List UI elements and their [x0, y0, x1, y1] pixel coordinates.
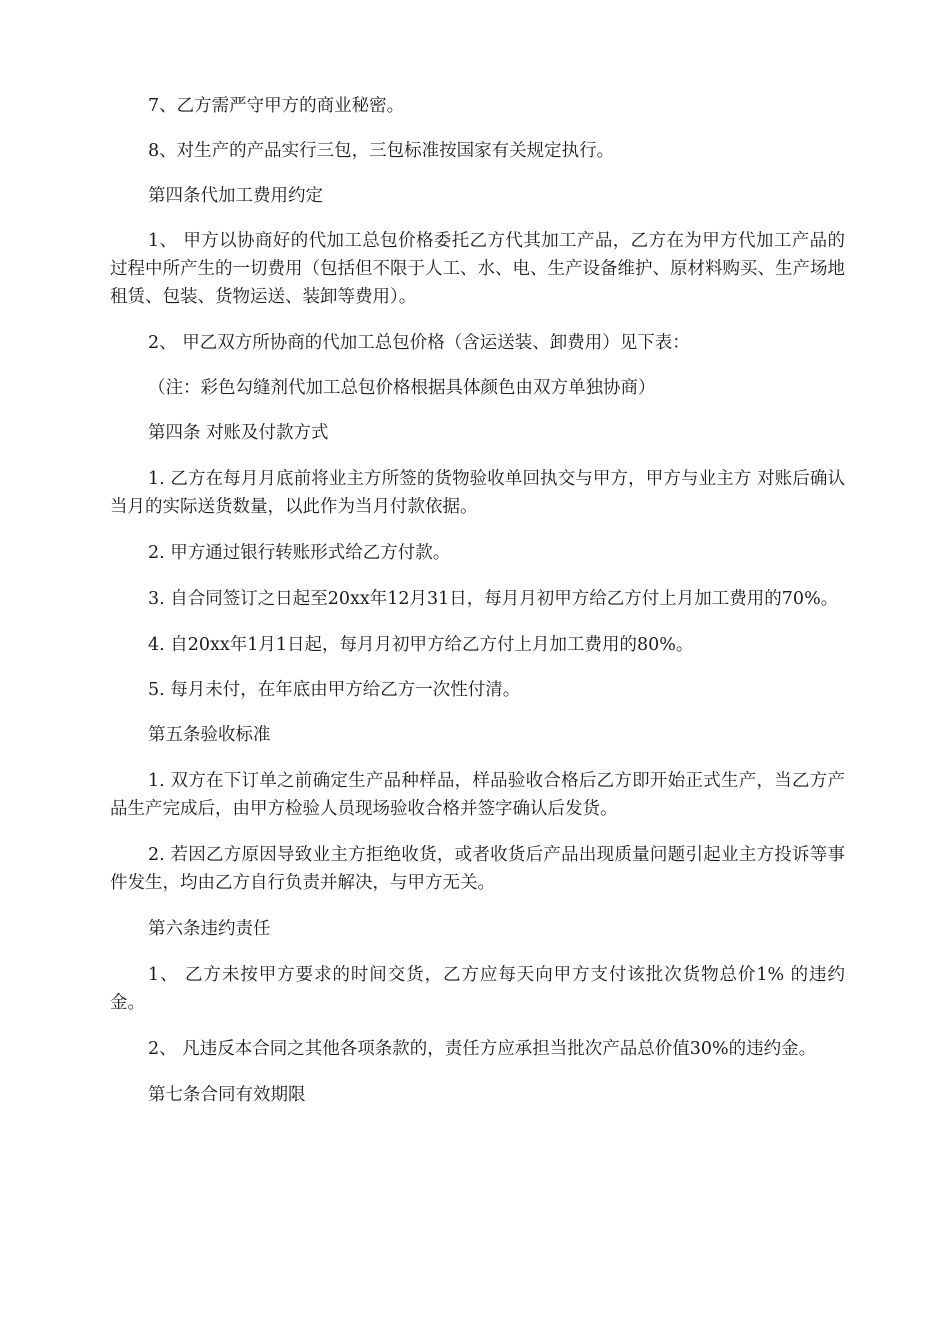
- fee-note: （注：彩色勾缝剂代加工总包价格根据具体颜色由双方单独协商）: [148, 378, 656, 398]
- liability-clause-2: 2、 凡违反本合同之其他各项条款的，责任方应承担当批次产品总价值30%的违约金。: [148, 1039, 817, 1059]
- payment-clause-5: 5. 每月未付，在年底由甲方给乙方一次性付清。: [148, 680, 521, 700]
- section-heading-liability: 第六条违约责任: [148, 919, 271, 939]
- payment-clause-1: 1. 乙方在每月月底前将业主方所签的货物验收单回执交与甲方，甲方与业主方 对账后确认当月的实际送货数量，以此作为当月付款依据。: [110, 469, 845, 517]
- liability-clause-1: 1、 乙方未按甲方要求的时间交货，乙方应每天向甲方支付该批次货物总价1% 的违约金。: [110, 965, 845, 1013]
- clause-confidentiality: 7、乙方需严守甲方的商业秘密。: [148, 96, 405, 116]
- payment-clause-2: 2. 甲方通过银行转账形式给乙方付款。: [148, 543, 451, 563]
- payment-clause-4: 4. 自20xx年1月1日起，每月月初甲方给乙方付上月加工费用的80%。: [148, 635, 694, 655]
- document-page: [110, 92, 845, 1109]
- acceptance-clause-1: 1. 双方在下订单之前确定生产品种样品，样品验收合格后乙方即开始正式生产，当乙方产品生产完成后，由甲方检验人员现场验收合格并签字确认后发货。: [110, 771, 845, 819]
- section-heading-validity: 第七条合同有效期限: [148, 1085, 306, 1105]
- fee-clause-1: 1、 甲方以协商好的代加工总包价格委托乙方代其加工产品，乙方在为甲方代加工产品的过程中所产生的一切费用（包括但不限于人工、水、电、生产设备维护、原材料购买、生产场地租赁、包装、货物运送、装卸等费用）。: [110, 231, 845, 307]
- payment-clause-3: 3. 自合同签订之日起至20xx年12月31日，每月月初甲方给乙方付上月加工费用的70%。: [148, 589, 839, 609]
- section-heading-processing-fee: 第四条代加工费用约定: [148, 186, 323, 206]
- clause-warranty: 8、对生产的产品实行三包，三包标准按国家有关规定执行。: [148, 141, 615, 161]
- section-heading-acceptance: 第五条验收标准: [148, 725, 271, 745]
- acceptance-clause-2: 2. 若因乙方原因导致业主方拒绝收货，或者收货后产品出现质量问题引起业主方投诉等事件发生，均由乙方自行负责并解决，与甲方无关。: [110, 845, 845, 893]
- section-heading-payment: 第四条 对账及付款方式: [148, 423, 329, 443]
- fee-clause-2: 2、 甲乙双方所协商的代加工总包价格（含运送装、卸费用）见下表：: [148, 333, 690, 353]
